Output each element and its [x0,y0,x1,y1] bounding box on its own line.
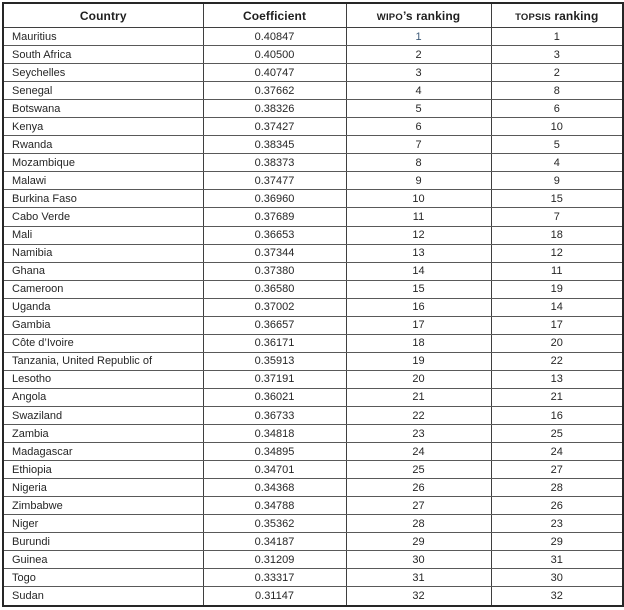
country-cell: Ghana [3,262,203,280]
wipo-rest-label: ’s ranking [402,8,461,23]
coefficient-cell: 0.38373 [203,154,346,172]
coefficient-cell: 0.34187 [203,533,346,551]
wipo-rank-cell: 20 [346,370,491,388]
table-row [3,82,623,100]
wipo-rank-cell: 23 [346,425,491,443]
coefficient-cell: 0.37344 [203,244,346,262]
coefficient-cell: 0.34701 [203,461,346,479]
column-header-coefficient-label: Coefficient [242,8,307,23]
coefficient-cell: 0.37380 [203,262,346,280]
country-cell: Cabo Verde [3,208,203,226]
wipo-rank-cell: 30 [346,551,491,569]
column-header-wipo-ranking [346,3,491,28]
coefficient-cell: 0.31209 [203,551,346,569]
coefficient-cell: 0.36171 [203,334,346,352]
country-cell: Côte d’Ivoire [3,334,203,352]
topsis-rank-cell: 26 [491,497,623,515]
table-row [3,587,623,606]
wipo-rank-cell: 17 [346,316,491,334]
table-row [3,370,623,388]
wipo-rank-cell: 24 [346,443,491,461]
table-row [3,316,623,334]
table-row [3,226,623,244]
wipo-rank-cell: 26 [346,479,491,497]
topsis-smallcaps-label: TOPSIS [515,11,551,23]
country-cell: Niger [3,515,203,533]
topsis-rank-cell: 32 [491,587,623,606]
table-row [3,334,623,352]
topsis-rest-label: ranking [550,8,599,23]
country-cell: Angola [3,388,203,406]
coefficient-cell: 0.36580 [203,280,346,298]
wipo-rank-cell: 8 [346,154,491,172]
topsis-rank-cell: 27 [491,461,623,479]
topsis-rank-cell: 13 [491,370,623,388]
country-cell: Mali [3,226,203,244]
wipo-rank-cell: 14 [346,262,491,280]
table-row [3,28,623,46]
country-cell: Mauritius [3,28,203,46]
wipo-rank-cell: 7 [346,136,491,154]
coefficient-cell: 0.35913 [203,352,346,370]
wipo-rank-cell: 28 [346,515,491,533]
table-row [3,497,623,515]
topsis-rank-cell: 4 [491,154,623,172]
topsis-rank-cell: 28 [491,479,623,497]
column-header-country [3,3,203,28]
wipo-rank-cell: 13 [346,244,491,262]
country-cell: Rwanda [3,136,203,154]
table-row [3,136,623,154]
topsis-rank-cell: 23 [491,515,623,533]
table-row [3,154,623,172]
table-row [3,64,623,82]
coefficient-cell: 0.37002 [203,298,346,316]
topsis-rank-cell: 30 [491,569,623,587]
topsis-rank-cell: 20 [491,334,623,352]
topsis-rank-cell: 11 [491,262,623,280]
topsis-rank-cell: 3 [491,46,623,64]
header-row [3,3,623,28]
table-header [3,3,623,28]
coefficient-cell: 0.40847 [203,28,346,46]
wipo-rank-cell: 16 [346,298,491,316]
wipo-rank-cell: 21 [346,388,491,406]
coefficient-cell: 0.36021 [203,388,346,406]
table-row [3,479,623,497]
country-cell: Togo [3,569,203,587]
topsis-rank-cell: 9 [491,172,623,190]
table-row [3,569,623,587]
country-cell: Cameroon [3,280,203,298]
topsis-rank-cell: 10 [491,118,623,136]
wipo-rank-cell: 4 [346,82,491,100]
table-row [3,244,623,262]
wipo-rank-cell: 11 [346,208,491,226]
topsis-rank-cell: 18 [491,226,623,244]
table-row [3,262,623,280]
country-cell: Madagascar [3,443,203,461]
country-cell: Ethiopia [3,461,203,479]
coefficient-cell: 0.36657 [203,316,346,334]
table-row [3,461,623,479]
country-cell: Swaziland [3,406,203,424]
wipo-rank-cell: 22 [346,406,491,424]
coefficient-cell: 0.40500 [203,46,346,64]
country-cell: Tanzania, United Republic of [3,352,203,370]
table-row [3,172,623,190]
wipo-rank-cell: 9 [346,172,491,190]
column-header-coefficient [203,3,346,28]
ranking-table [2,2,624,607]
topsis-rank-cell: 22 [491,352,623,370]
coefficient-cell: 0.34895 [203,443,346,461]
table-row [3,551,623,569]
table-row [3,46,623,64]
topsis-rank-cell: 29 [491,533,623,551]
table-row [3,100,623,118]
country-cell: Malawi [3,172,203,190]
coefficient-cell: 0.36733 [203,406,346,424]
table-row [3,425,623,443]
column-header-country-label: Country [79,8,127,23]
coefficient-cell: 0.34368 [203,479,346,497]
country-cell: Botswana [3,100,203,118]
wipo-rank-cell: 6 [346,118,491,136]
coefficient-cell: 0.38326 [203,100,346,118]
column-header-topsis-ranking [491,3,623,28]
country-cell: Burkina Faso [3,190,203,208]
topsis-rank-cell: 15 [491,190,623,208]
country-cell: Nigeria [3,479,203,497]
country-cell: Mozambique [3,154,203,172]
wipo-rank-cell: 27 [346,497,491,515]
table-row [3,406,623,424]
topsis-rank-cell: 25 [491,425,623,443]
coefficient-cell: 0.38345 [203,136,346,154]
coefficient-cell: 0.37662 [203,82,346,100]
coefficient-cell: 0.37191 [203,370,346,388]
wipo-rank-cell: 31 [346,569,491,587]
topsis-rank-cell: 24 [491,443,623,461]
coefficient-cell: 0.33317 [203,569,346,587]
country-cell: Guinea [3,551,203,569]
wipo-rank-cell: 2 [346,46,491,64]
wipo-rank-cell: 5 [346,100,491,118]
coefficient-cell: 0.37477 [203,172,346,190]
country-cell: Seychelles [3,64,203,82]
topsis-rank-cell: 14 [491,298,623,316]
country-cell: Namibia [3,244,203,262]
country-cell: Uganda [3,298,203,316]
wipo-smallcaps-label: WIPO [376,11,403,23]
table-body [3,28,623,607]
topsis-rank-cell: 31 [491,551,623,569]
country-cell: Burundi [3,533,203,551]
table-row [3,443,623,461]
wipo-rank-cell: 10 [346,190,491,208]
table-row [3,352,623,370]
topsis-rank-cell: 16 [491,406,623,424]
coefficient-cell: 0.31147 [203,587,346,606]
table-row [3,190,623,208]
coefficient-cell: 0.34788 [203,497,346,515]
wipo-rank-cell: 18 [346,334,491,352]
wipo-rank-cell: 32 [346,587,491,606]
wipo-rank-cell: 3 [346,64,491,82]
country-cell: Lesotho [3,370,203,388]
topsis-rank-cell: 21 [491,388,623,406]
wipo-rank-cell: 1 [346,28,491,46]
topsis-rank-cell: 1 [491,28,623,46]
coefficient-cell: 0.36960 [203,190,346,208]
wipo-rank-cell: 25 [346,461,491,479]
coefficient-cell: 0.35362 [203,515,346,533]
table-row [3,208,623,226]
coefficient-cell: 0.37427 [203,118,346,136]
coefficient-cell: 0.37689 [203,208,346,226]
table-row [3,533,623,551]
wipo-rank-cell: 29 [346,533,491,551]
table-row [3,515,623,533]
wipo-rank-cell: 15 [346,280,491,298]
wipo-rank-cell: 12 [346,226,491,244]
topsis-rank-cell: 6 [491,100,623,118]
topsis-rank-cell: 5 [491,136,623,154]
country-cell: Senegal [3,82,203,100]
topsis-rank-cell: 17 [491,316,623,334]
coefficient-cell: 0.36653 [203,226,346,244]
table-row [3,280,623,298]
country-cell: Zambia [3,425,203,443]
country-cell: Gambia [3,316,203,334]
coefficient-cell: 0.40747 [203,64,346,82]
table-row [3,118,623,136]
country-cell: Zimbabwe [3,497,203,515]
country-cell: Kenya [3,118,203,136]
country-cell: South Africa [3,46,203,64]
topsis-rank-cell: 7 [491,208,623,226]
table-row [3,298,623,316]
table-row [3,388,623,406]
country-cell: Sudan [3,587,203,606]
wipo-rank-cell: 19 [346,352,491,370]
coefficient-cell: 0.34818 [203,425,346,443]
topsis-rank-cell: 8 [491,82,623,100]
topsis-rank-cell: 12 [491,244,623,262]
topsis-rank-cell: 2 [491,64,623,82]
topsis-rank-cell: 19 [491,280,623,298]
